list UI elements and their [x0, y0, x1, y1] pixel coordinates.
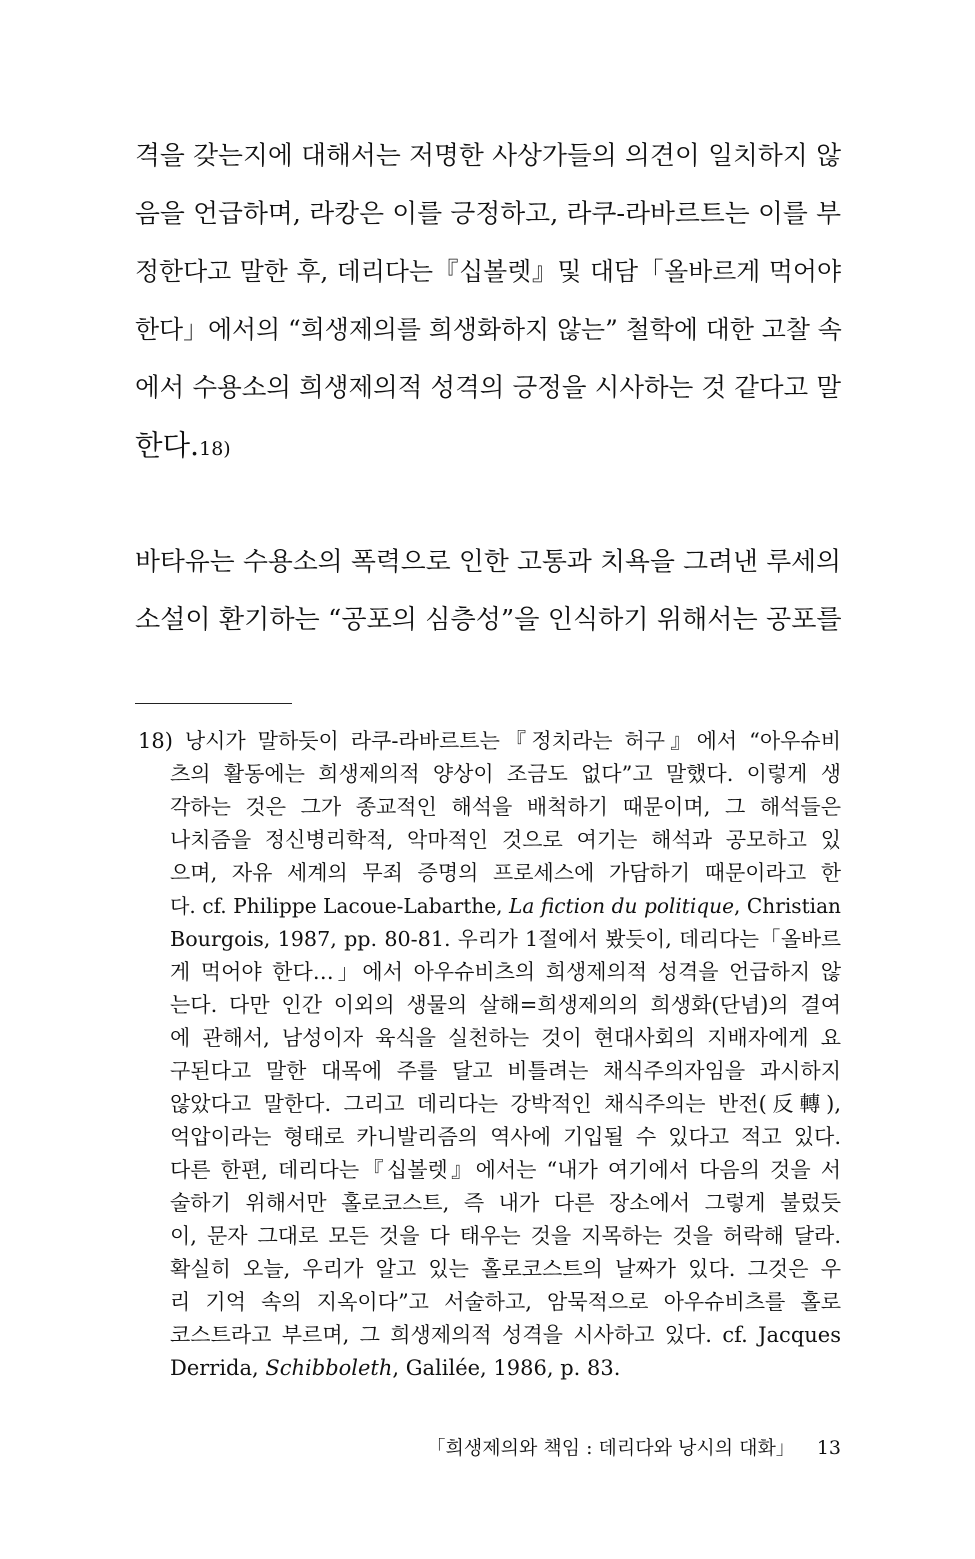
footnote-text: Derrida,: [170, 1356, 266, 1380]
footnote-line: 게 먹어야 한다…」에서 아우슈비츠의 희생제의적 성격을 언급하지 않: [170, 960, 841, 984]
footnote-text: , Christian: [733, 894, 841, 918]
footnote-line: 확실히 오늘, 우리가 알고 있는 홀로코스트의 날짜가 있다. 그것은 우: [170, 1257, 841, 1281]
footnote-line: 으며, 자유 세계의 무죄 증명의 프로세스에 가담하기 때문이라고 한: [170, 861, 841, 885]
footnote-text: , Galilée, 1986, p. 83.: [392, 1356, 621, 1380]
body-text: 한다.: [135, 429, 200, 462]
body-text-line: [135, 426, 841, 469]
footnote-line: 않았다고 말한다. 그리고 데리다는 강박적인 채식주의는 반전(反轉),: [170, 1092, 841, 1116]
page-number: 13: [816, 1437, 841, 1459]
footnote-line: 각하는 것은 그가 종교적인 해석을 배척하기 때문이며, 그 해석들은: [170, 795, 841, 819]
body-text-line: 한다」에서의 “희생제의를 희생화하지 않는” 철학에 대한 고찰 속: [135, 315, 842, 344]
footnote-text: 다. cf. Philippe Lacoue-Labarthe,: [170, 894, 510, 918]
body-text-line: 음을 언급하며, 라캉은 이를 긍정하고, 라쿠-라바르트는 이를 부: [135, 199, 841, 229]
body-text-line: 바타유는 수용소의 폭력으로 인한 고통과 치욕을 그려낸 루세의: [135, 547, 841, 577]
book-title: Schibboleth: [265, 1356, 393, 1380]
running-footer: [427, 1433, 841, 1463]
footnote-line: 18) 낭시가 말하듯이 라쿠-라바르트는『정치라는 허구』에서 “아우슈비: [138, 729, 841, 753]
footnote-citation-line: [170, 1353, 841, 1383]
footnote-line: 는다. 다만 인간 이외의 생물의 살해=희생제의의 희생화(단념)의 결여: [170, 993, 841, 1017]
footnote-line: 다른 한편, 데리다는『십볼렛』에서는 “내가 여기에서 다음의 것을 서: [170, 1158, 841, 1182]
body-text-line: 에서 수용소의 희생제의적 성격의 긍정을 시사하는 것 같다고 말: [135, 373, 841, 403]
footnote-line: 코스트라고 부르며, 그 희생제의적 성격을 시사하고 있다. cf. Jacques: [170, 1323, 841, 1347]
body-text-line: 격을 갖는지에 대해서는 저명한 사상가들의 의견이 일치하지 않: [135, 141, 841, 171]
footnote-line: 나치즘을 정신병리학적, 악마적인 것으로 여기는 해석과 공모하고 있: [170, 828, 841, 852]
footnote-citation-line: [170, 891, 841, 921]
footnote-line: Bourgois, 1987, pp. 80-81. 우리가 1절에서 봤듯이, 데리다는「올바르: [170, 927, 841, 951]
footnote-line: 술하기 위해서만 홀로코스트, 즉 내가 다른 장소에서 그렇게 불렀듯: [170, 1191, 841, 1215]
footnote-line: 리 기억 속의 지옥이다”고 서술하고, 암묵적으로 아우슈비츠를 홀로: [170, 1290, 841, 1314]
footnote-reference[interactable]: 18): [199, 438, 231, 460]
footnote-line: 억압이라는 형태로 카니발리즘의 역사에 기입될 수 있다고 적고 있다.: [170, 1125, 841, 1149]
footnote-line: 이, 문자 그대로 모든 것을 다 태우는 것을 지목하는 것을 허락해 달라.: [170, 1224, 841, 1248]
footnote-line: 구된다고 말한 대목에 주를 달고 비틀려는 채식주의자임을 과시하지: [170, 1059, 841, 1083]
footnote-line: 에 관해서, 남성이자 육식을 실천하는 것이 현대사회의 지배자에게 요: [170, 1026, 841, 1050]
footnote-line: 츠의 활동에는 희생제의적 양상이 조금도 없다”고 말했다. 이렇게 생: [170, 762, 841, 786]
body-text-line: 소설이 환기하는 “공포의 심층성”을 인식하기 위해서는 공포를: [135, 605, 842, 635]
book-title: La fiction du politique: [509, 894, 734, 918]
footnote-separator: [135, 703, 292, 704]
running-title: 「희생제의와 책임 : 데리다와 낭시의 대화」: [426, 1437, 795, 1459]
body-text-line: 정한다고 말한 후, 데리다는『십볼렛』및 대담「올바르게 먹어야: [135, 257, 841, 286]
